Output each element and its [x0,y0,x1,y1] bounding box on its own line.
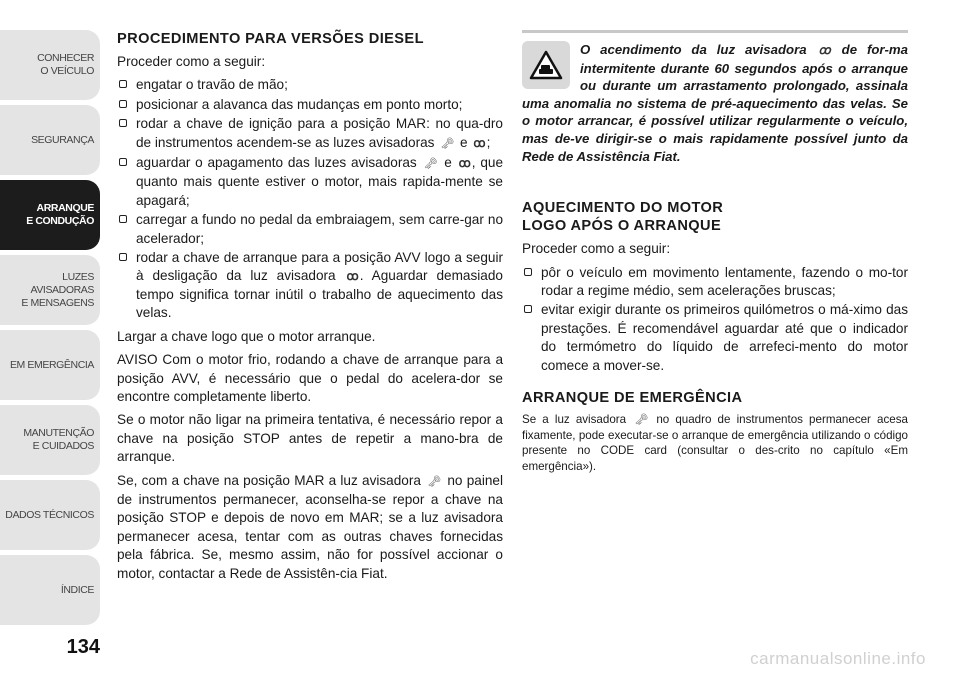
checkbox-bullet-icon [119,158,127,166]
list-item: rodar a chave de ignição para a posição MAR: no qua-dro de instrumentos acendem-se as luzes avisadoras 🗝 e ꝏ ; [117,115,503,153]
checkbox-bullet-icon [119,253,127,261]
section-heading-diesel: PROCEDIMENTO PARA VERSÕES DIESEL [117,31,424,47]
tab-arranque-e-conducao[interactable]: ARRANQUE E CONDUÇÃO [0,180,100,250]
tab-conhecer-o-veiculo[interactable]: CONHECER O VEÍCULO [0,30,100,100]
checkbox-bullet-icon [119,80,127,88]
list-item: engatar o travão de mão; [117,76,503,94]
warmup-list [522,264,908,375]
procedure-list [117,76,503,322]
list-item: posicionar a alavanca das mudanças em ponto morto; [117,96,503,114]
paragraph: Se o motor não ligar na primeira tentativa, é necessário repor a chave na posição STOP antes de repetir a mano-bra de arranque. [117,412,503,465]
tab-luzes-avisadoras[interactable]: LUZES AVISADORAS E MENSAGENS [0,255,100,325]
list-item: aguardar o apagamento das luzes avisadoras 🗝 e ꝏ , que quanto mais quente estiver o motor, mais rapida-mente se apagará; [117,154,503,210]
right-column [522,30,908,479]
tab-indice[interactable]: ÍNDICE [0,555,100,625]
paragraph: Se a luz avisadora 🗝 no quadro de instrumentos permanecer acesa fixamente, pode executar-se o arranque de emergência utilizando o código presente no CODE card (consultar o des-crito no capítulo «Em emergência»). [522,413,908,473]
glow-plug-icon: ꝏ [473,135,485,150]
left-column [117,30,503,588]
tab-dados-tecnicos[interactable]: DADOS TÉCNICOS [0,480,100,550]
paragraph-aviso: AVISO Com o motor frio, rodando a chave de arranque para a posição AVV, é necessário que o pedal do acelera-dor se encontre completamente liberto. [117,352,503,404]
intro-text: Proceder como a seguir: [117,54,266,69]
car-key-icon: 🗝 [423,158,438,171]
intro-text: Proceder como a seguir: [522,241,671,257]
paragraph: Se, com a chave na posição MAR a luz avisadora 🗝 no painel de instrumentos permanecer, aconselha-se repor a chave na posição STOP e depois de novo em MAR; se a luz avisadora permanecer acesa, tentar com as outras chaves fornecidas pela fábrica. Se, mesmo assim, não for possível accionar o motor, contactar a Rede de Assistên-cia Fiat. [117,472,503,581]
list-item: carregar a fundo no pedal da embraiagem, sem carre-gar no acelerador; [117,211,503,248]
list-item: evitar exigir durante os primeiros quilómetros o má-ximo das prestações. É recomendável aguardar até que o indicador do termómetro do líquido de arrefeci-mento do motor comece a mover-se. [522,301,908,375]
watermark: carmanualsonline.info [750,649,926,668]
car-key-icon: 🗝 [634,414,649,426]
car-key-icon: 🗝 [427,475,442,488]
list-item: rodar a chave de arranque para a posição AVV logo a seguir à desligação da luz avisadora ꝏ . Aguardar demasiado tempo significa tornar inútil o trabalho de aquecimento das velas. [117,249,503,323]
warning-note: O acendimento da luz avisadora ꝏ de for-ma intermitente durante 60 segundos após o arranque ou durante um arrastamento prolongado, assinala uma anomalia no sistema de pré-aquecimento das velas. Se o motor arrancar, é possível utilizar regularmente o veículo, mas de-ve dirigir-se o mais rapidamente possível junto da Rede de Assistência Fiat. [522,42,908,164]
checkbox-bullet-icon [524,268,532,276]
warning-triangle-icon [522,41,570,89]
checkbox-bullet-icon [119,119,127,127]
tab-seguranca[interactable]: SEGURANÇA [0,105,100,175]
car-key-icon: 🗝 [440,137,455,150]
page-number: 134 [66,636,100,658]
divider [522,30,908,33]
paragraph: Largar a chave logo que o motor arranque. [117,328,376,344]
section-heading-aquecimento: AQUECIMENTO DO MOTOR [522,200,724,217]
checkbox-bullet-icon [119,100,127,108]
section-heading-emergencia: ARRANQUE DE EMERGÊNCIA [522,390,743,406]
checkbox-bullet-icon [119,215,127,223]
glow-plug-icon: ꝏ [346,269,358,284]
glow-plug-icon: ꝏ [458,156,470,171]
section-heading-aquecimento-2: LOGO APÓS O ARRANQUE [522,218,722,235]
tab-manutencao-e-cuidados[interactable]: MANUTENÇÃO E CUIDADOS [0,405,100,475]
glow-plug-icon: ꝏ [818,43,830,57]
checkbox-bullet-icon [524,305,532,313]
tab-em-emergencia[interactable]: EM EMERGÊNCIA [0,330,100,400]
list-item: pôr o veículo em movimento lentamente, fazendo o mo-tor rodar a regime médio, sem acelerações bruscas; [522,264,908,301]
